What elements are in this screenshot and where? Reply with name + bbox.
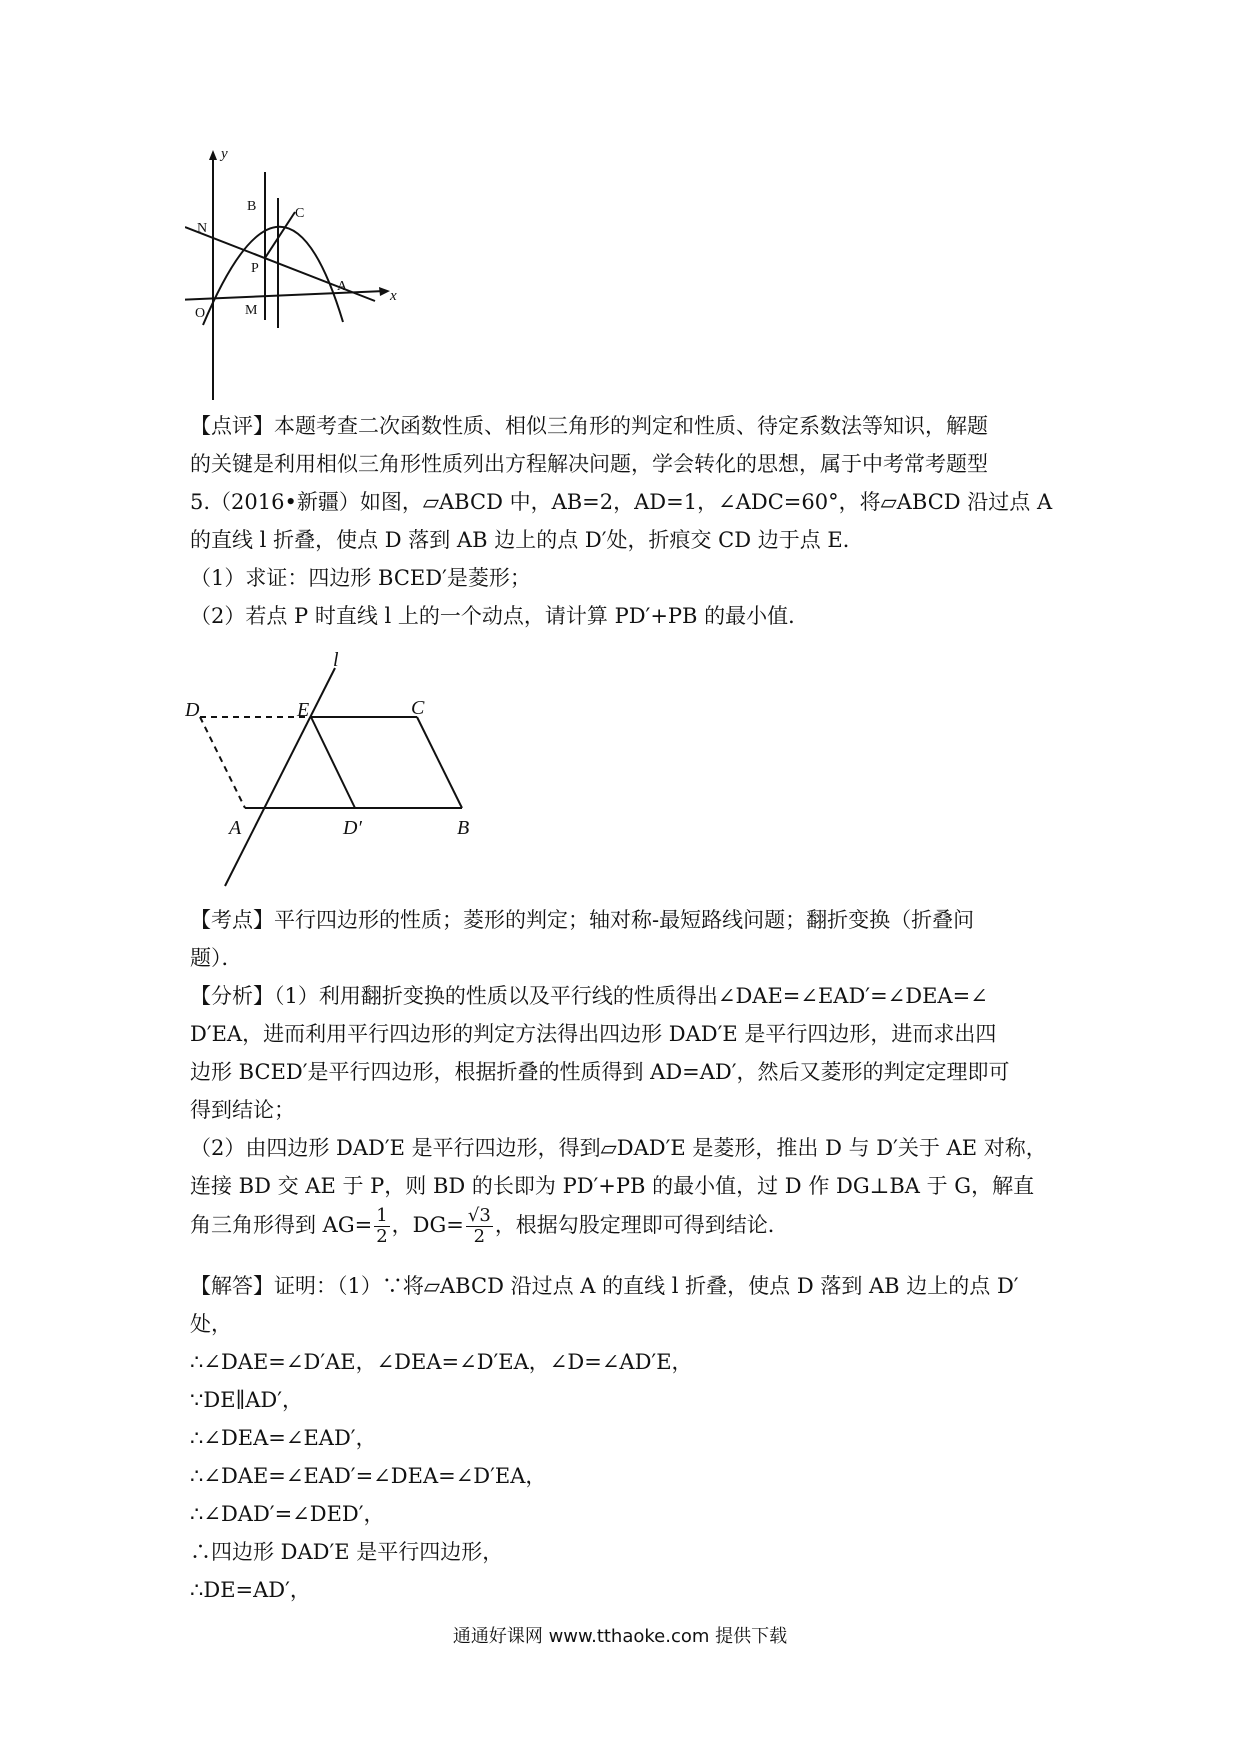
- problem-line-1: 5.（2016•新疆）如图，▱ABCD 中，AB=2，AD=1，∠ADC=60°，将▱ABCD 沿过点 A: [190, 490, 1053, 514]
- problem-line-2: 的直线 l 折叠，使点 D 落到 AB 边上的点 D′处，折痕交 CD 边于点 E．: [190, 528, 864, 552]
- analysis-line-7b: ，DG=: [391, 1213, 464, 1237]
- comment-line-2: 的关键是利用相似三角形性质列出方程解决问题，学会转化的思想，属于中考常考题型: [190, 452, 988, 476]
- line-l-label: l: [333, 649, 339, 671]
- point-b-label: B: [247, 199, 257, 214]
- solution-line-6: ∴∠DAE=∠EAD′=∠DEA=∠D′EA，: [190, 1464, 547, 1488]
- point-c-label: C: [411, 697, 425, 719]
- point-m-label: M: [245, 303, 258, 318]
- analysis-line-7c: ，根据勾股定理即可得到结论．: [494, 1213, 789, 1237]
- point-d-label: D: [185, 699, 200, 721]
- analysis-line-7a: 角三角形得到 AG=: [190, 1213, 373, 1237]
- point-o-label: O: [195, 306, 206, 321]
- solution-line-5: ∴∠DEA=∠EAD′，: [190, 1426, 377, 1450]
- analysis-line-5: （2）由四边形 DAD′E 是平行四边形，得到▱DAD′E 是菱形，推出 D 与 D′关于 AE 对称，: [190, 1136, 1047, 1160]
- fraction-dg: [466, 1206, 493, 1247]
- analysis-line-4: 得到结论；: [190, 1098, 295, 1122]
- point-e-label: E: [297, 699, 310, 721]
- page-footer: 通通好课网 www.tthaoke.com 提供下载: [452, 1626, 788, 1647]
- fraction-ag-denominator: 2: [376, 1226, 388, 1247]
- point-b-label: B: [457, 817, 470, 839]
- kaodian-line-2: 题）．: [190, 946, 243, 970]
- point-a-label: A: [229, 817, 242, 839]
- point-a-label: A: [337, 279, 348, 294]
- question-1: （1）求证：四边形 BCED′是菱形；: [190, 566, 531, 590]
- analysis-line-7: [190, 1206, 789, 1247]
- question-2: （2）若点 P 时直线 l 上的一个动点，请计算 PD′+PB 的最小值．: [190, 604, 810, 628]
- point-c-label: C: [295, 206, 305, 221]
- solution-line-1: 【解答】证明：（1）∵将▱ABCD 沿过点 A 的直线 l 折叠，使点 D 落到 AB 边上的点 D′: [190, 1274, 1019, 1298]
- analysis-line-3: 边形 BCED′是平行四边形，根据折叠的性质得到 AD=AD′，然后又菱形的判定定理即可: [190, 1060, 1010, 1084]
- fraction-dg-numerator: √3: [467, 1205, 491, 1226]
- kaodian-line-1: 【考点】平行四边形的性质；菱形的判定；轴对称-最短路线问题；翻折变换（折叠问: [190, 908, 975, 932]
- solution-line-3: ∴∠DAE=∠D′AE，∠DEA=∠D′EA，∠D=∠AD′E，: [190, 1350, 693, 1374]
- solution-line-9: ∴DE=AD′，: [190, 1578, 311, 1602]
- fraction-ag: [374, 1206, 389, 1247]
- point-d-prime-label: D′: [343, 817, 362, 839]
- point-p-label: P: [251, 261, 259, 276]
- y-axis-label: y: [221, 150, 228, 162]
- solution-line-4: ∵DE∥AD′，: [190, 1388, 303, 1412]
- solution-line-2: 处，: [190, 1312, 232, 1336]
- solution-line-8: ∴四边形 DAD′E 是平行四边形，: [190, 1540, 504, 1564]
- analysis-line-2: D′EA，进而利用平行四边形的判定方法得出四边形 DAD′E 是平行四边形，进而求出四: [190, 1022, 997, 1046]
- point-n-label: N: [197, 221, 208, 236]
- comment-line-1: 【点评】本题考查二次函数性质、相似三角形的判定和性质、待定系数法等知识，解题: [190, 414, 988, 438]
- x-axis-label: x: [390, 288, 397, 304]
- analysis-line-1: 【分析】（1）利用翻折变换的性质以及平行线的性质得出∠DAE=∠EAD′=∠DEA=∠: [190, 984, 988, 1008]
- parabola-figure: [185, 150, 445, 405]
- solution-line-7: ∴∠DAD′=∠DED′，: [190, 1502, 385, 1526]
- parallelogram-figure: [185, 648, 495, 893]
- fraction-dg-denominator: 2: [473, 1226, 486, 1247]
- analysis-line-6: 连接 BD 交 AE 于 P，则 BD 的长即为 PD′+PB 的最小值，过 D 作 DG⊥BA 于 G，解直: [190, 1174, 1035, 1198]
- fraction-ag-numerator: 1: [376, 1205, 388, 1226]
